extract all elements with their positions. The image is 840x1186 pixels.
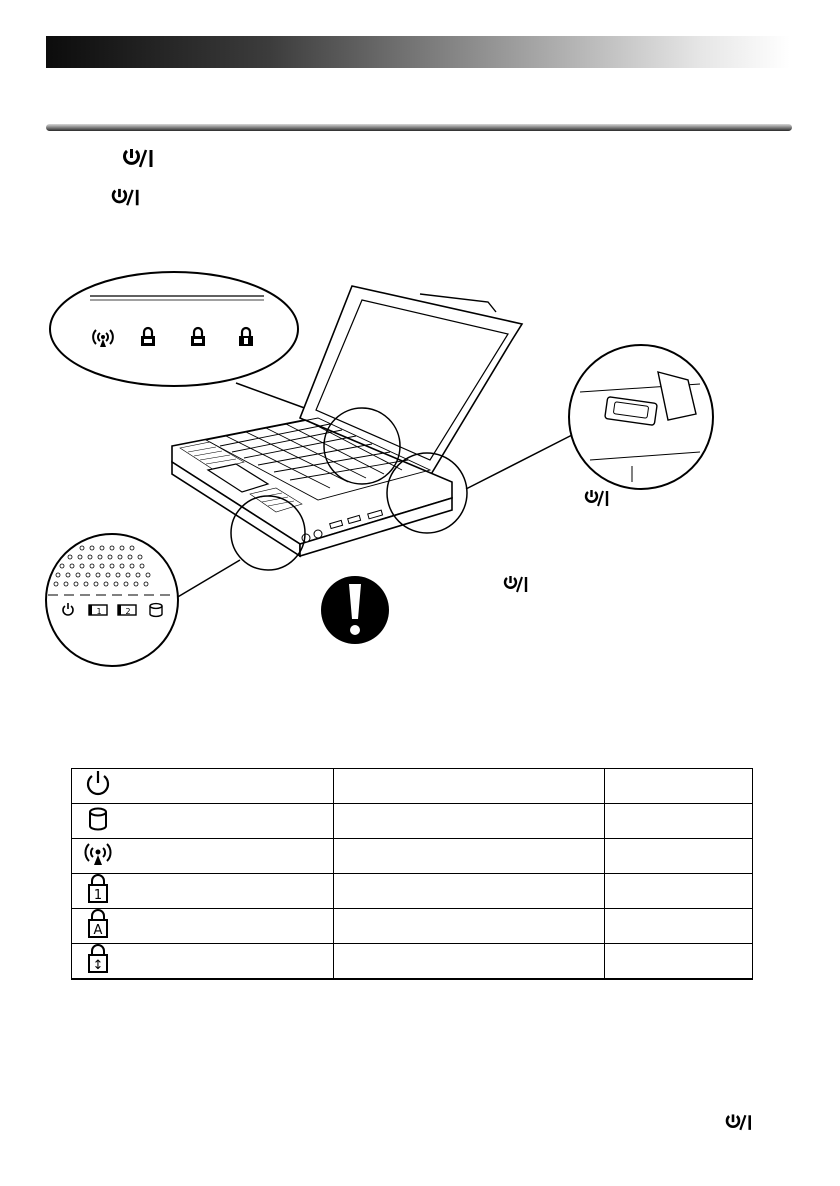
table-row	[72, 804, 753, 839]
wireless-icon	[81, 839, 115, 869]
state-cell	[605, 804, 753, 839]
description-cell	[334, 839, 605, 874]
power-slash-icon	[505, 576, 526, 592]
power-icon	[81, 769, 115, 799]
callout-status-indicators	[50, 272, 310, 410]
description-cell	[334, 769, 605, 804]
table-row	[72, 839, 753, 874]
num-lock-icon	[81, 874, 115, 904]
table-row	[72, 909, 753, 944]
svg-text:A: A	[93, 923, 103, 938]
table-row	[72, 769, 753, 804]
state-cell	[605, 909, 753, 944]
battery-2-icon	[118, 605, 136, 616]
indicator-cell	[72, 874, 334, 909]
indicator-cell	[72, 909, 334, 944]
svg-text:↕: ↕	[92, 958, 104, 973]
indicator-table	[71, 768, 753, 980]
exclamation-icon	[321, 576, 389, 644]
caps-lock-icon	[81, 909, 115, 939]
state-cell	[605, 769, 753, 804]
description-cell	[334, 874, 605, 909]
indicator-cell	[72, 839, 334, 874]
indicator-cell	[72, 804, 334, 839]
description-cell	[334, 804, 605, 839]
table-row	[72, 944, 753, 980]
scroll-lock-icon	[81, 944, 115, 974]
chapter-header-bar	[46, 36, 790, 68]
state-cell	[605, 944, 753, 980]
description-cell	[334, 909, 605, 944]
disk-icon	[81, 804, 115, 834]
table-row	[72, 874, 753, 909]
power-slash-icon	[586, 490, 607, 506]
svg-text:1: 1	[93, 888, 103, 903]
power-slash-icon	[121, 148, 163, 170]
power-slash-icon	[724, 1113, 760, 1133]
state-cell	[605, 874, 753, 909]
description-cell	[334, 944, 605, 980]
laptop-illustration	[0, 260, 840, 670]
section-rule	[46, 124, 792, 131]
indicator-cell	[72, 769, 334, 804]
indicator-cell	[72, 944, 334, 980]
state-cell	[605, 839, 753, 874]
svg-text:1: 1	[96, 607, 102, 616]
callout-front-indicators	[46, 534, 178, 666]
disk-icon	[150, 604, 162, 617]
callout-power-switch	[569, 345, 713, 489]
svg-text:2: 2	[125, 607, 131, 616]
battery-1-icon	[89, 605, 107, 616]
power-slash-icon	[109, 188, 149, 208]
